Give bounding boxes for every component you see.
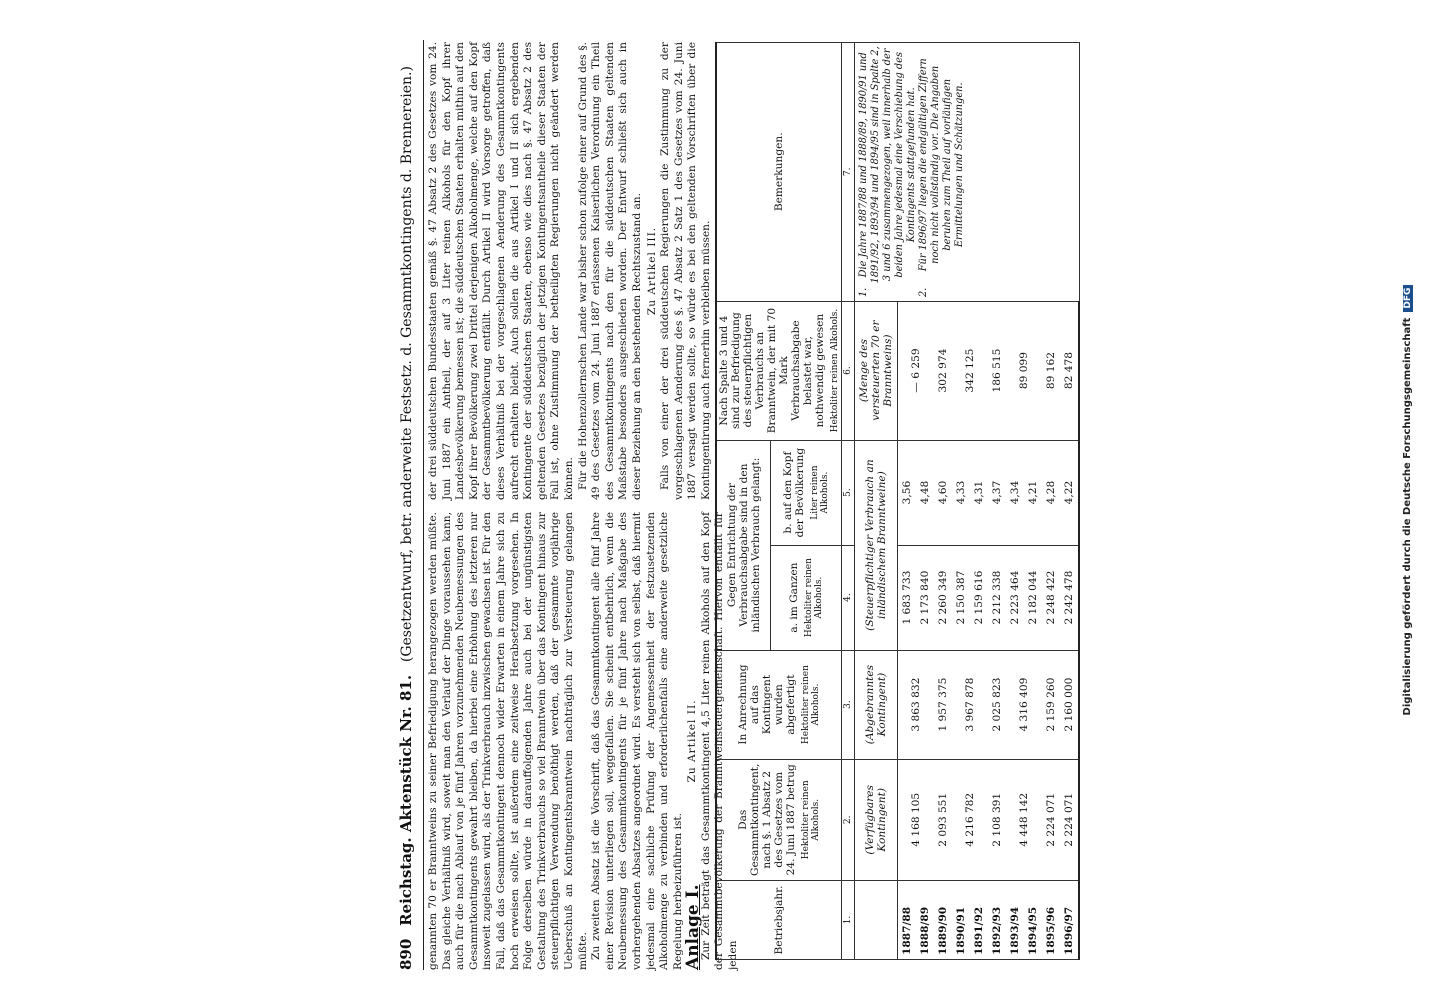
- cell-year: 1895/96: [1042, 881, 1060, 960]
- column-number: 7.: [842, 43, 855, 302]
- column-number: 3.: [842, 650, 855, 759]
- subheader-taxable-consumption: (Steuerpflichtiger Verbrauch an inländischem Branntweine): [855, 440, 898, 650]
- subheader-taxed-quantity: (Menge des versteuerten 70 er Branntweins): [855, 301, 898, 440]
- paragraph: Zu zweiten Absatz ist die Vorschrift, daß das Gesammtkontingent alle fünf Jahre einer Revision unterliegen soll, weggefallen. Sie scheint entbehrlich, wenn die Neubemessung des Gesammtkontingents für je fünf Jahre nach Maßgabe des vorhergehenden Absatzes angeordnet wird. Es versteht sich von selbst, daß hiermit jedesmal eine sachliche Prüfung der Angemessenheit der festzusetzenden Alkoholmenge zu verbinden und erforderlichenfalls eine anderweite gesetzliche Regelung herbeizuführen ist.: [590, 512, 684, 970]
- cell-consumption-total: 2 173 840: [916, 545, 934, 650]
- header-consumption-group: Gegen Entrichtung der Verbrauchsabgabe sind in den inländischen Verbrauch gelangt:: [716, 440, 771, 650]
- column-number: 6.: [842, 301, 855, 440]
- header-remarks: Bemerkungen.: [716, 43, 842, 302]
- cell-consumption-total: 2 159 616: [970, 545, 988, 650]
- cell-contingent: 4 168 105: [898, 759, 935, 880]
- cell-contingent: 2 224 071: [1060, 759, 1079, 880]
- cell-consumption-per-head: 4,31: [970, 440, 988, 545]
- remark-item: 2. Für 1896/97 liegen die endgültigen Ziffern noch nicht vollständig vor. Die Angaben beruhen zum Theil auf vorläufigen Ermittelungen und Schätzungen.: [918, 45, 966, 285]
- cell-required: 302 974: [934, 301, 952, 440]
- column-number: 2.: [842, 759, 855, 880]
- cell-consumption-per-head: 4,60: [934, 440, 952, 545]
- cell-dispatched: 4 316 409: [1006, 650, 1042, 759]
- cell-dispatched: 3 967 878: [952, 650, 988, 759]
- subheader-available: (Verfügbares Kontingent): [855, 759, 898, 880]
- header-rule: [423, 40, 424, 970]
- paragraph: Falls von einer der drei süddeutschen Regierungen die Zustimmung zu der vorgeschlagenen Aenderung des §. 47 Absatz 2 Satz 1 des Gesetzes vom 24. Juni 1887 versagt werden sollte, so würde es bei den geltenden Vorschriften über die Kontingentirung auch fernerhin verbleiben müssen.: [659, 42, 712, 500]
- cell-contingent: 2 093 551: [934, 759, 952, 880]
- cell-required: 342 125: [952, 301, 988, 440]
- paragraph: Zur Zeit beträgt das Gesammtkontingent 4,5 Liter reinen Alkohols auf den Kopf der Gesammtbevölkerung der Branntweinsteuergemeinschaft. Hiervon entfällt für jeden: [699, 512, 740, 970]
- cell-dispatched: 2 160 000: [1060, 650, 1079, 759]
- remark-item: 1. Die Jahre 1887/88 und 1888/89, 1890/91 und 1891/92, 1893/94 und 1894/95 sind in Spalte 2, 3 und 6 zusammengezogen, weil innerhalb der beiden Jahre jedesmal eine Verschiebung des Kontingents stattgefunden hat.: [858, 45, 918, 285]
- cell-contingent: 2 224 071: [1042, 759, 1060, 880]
- cell-consumption-total: 2 248 422: [1042, 545, 1060, 650]
- cell-consumption-per-head: 4,48: [916, 440, 934, 545]
- section-heading: Zu Artikel III.: [645, 226, 658, 316]
- cell-year: 1889/90: [934, 881, 952, 960]
- header-required: Nach Spalte 3 und 4 sind zur Befriedigung des steuerpflichtigen Verbrauchs an Branntwein, der mit 70 Mark Verbrauchsabgabe belastet war, nothwendig gewesen Hektoliter reinen Alkohols.: [716, 301, 842, 440]
- cell-year: 1893/94: [1006, 881, 1024, 960]
- cell-required: — 6 259: [898, 301, 935, 440]
- header-consumption-per-head: b. auf den Kopf der Bevölkerung Liter reinen Alkohols.: [771, 440, 842, 545]
- cell-consumption-per-head: 4,34: [1006, 440, 1024, 545]
- digitization-credit: [1402, 0, 1418, 1000]
- cell-consumption-per-head: 4,37: [988, 440, 1006, 545]
- column-number: 5.: [842, 440, 855, 545]
- cell-year: 1896/97: [1060, 881, 1079, 960]
- cell-required: 186 515: [988, 301, 1006, 440]
- credit-text: Digitalisierung gefördert durch die Deutsche Forschungsgemeinschaft: [1402, 317, 1413, 716]
- column-number: 4.: [842, 545, 855, 650]
- document-page: [397, 20, 1075, 980]
- paragraph: der drei süddeutschen Bundesstaaten gemäß §. 47 Absatz 2 des Gesetzes vom 24. Juni 1887 ein Antheil, der auf 3 Liter reinen Alkohols für den Kopf ihrer Landesbevölkerung bemessen ist; die süddeutschen Staaten erhalten mithin auf den Kopf ihrer Bevölkerung zwei Drittel derjenigen Alkoholmenge, welche auf den Kopf der Gesammtbevölkerung entfällt. Durch Artikel II wird Vorsorge getroffen, daß dieses Verhältniß bei der vorgeschlagenen Aenderung des Gesammtkontingents aufrecht erhalten bleibt. Auch sollen die aus Artikel I und II sich ergebenden Kontingente der süddeutschen Staaten, ebenso wie dies nach §. 47 Absatz 2 des geltenden Gesetzes bezüglich der jetzigen Kontingentsantheile dieser Staaten der Fall ist, ohne Zustimmung der betheiligten Regierungen nicht geändert werden können.: [427, 42, 575, 500]
- cell-contingent: 2 108 391: [988, 759, 1006, 880]
- cell-dispatched: 1 957 375: [934, 650, 952, 759]
- subheader-empty: [855, 881, 898, 960]
- cell-year: 1892/93: [988, 881, 1006, 960]
- page-header: [397, 30, 421, 970]
- cell-dispatched: 2 159 260: [1042, 650, 1060, 759]
- cell-consumption-total: 2 260 349: [934, 545, 952, 650]
- statistics-table-wrapper: [715, 42, 1075, 960]
- cell-consumption-total: 2 242 478: [1060, 545, 1079, 650]
- header-dispatched: In Anrechnung auf das Kontingent wurden abgefertigt Hektoliter reinen Alkohols.: [716, 650, 842, 759]
- statistics-table: [715, 42, 1080, 960]
- paragraph: genannten 70 er Branntweins zu seiner Befriedigung herangezogen werden müßte. Das gleiche Verhältniß wird, soweit man den Verlauf der Dinge voraussehen kann, auch für die nach Ablauf von je fünf Jahren vorzunehmenden Neubemessungen des Gesammtkontingents gewahrt bleiben, da hierbei eine Erhöhung des letzteren nur insoweit zugelassen wird, als der Trinkverbrauch inzwischen gewachsen ist. Für den Fall, daß das Gesammtkontingent dennoch wider Erwarten in einem Jahre sich zu hoch erweisen sollte, ist außerdem eine zeitweise Herabsetzung vorgesehen. In Folge derselben würde in darauffolgenden Jahre auch bei der ungünstigsten Gestaltung des Trinkverbrauchs so viel Branntwein über das Kontingent hinaus zur steuerpflichtigen Verwendung benöthigt werden, daß der gesammte vorjährige Ueberschuß an Kontingentsbranntwein nachträglich zur Versteuerung gelangen müßte.: [427, 512, 589, 970]
- page-number: 890: [397, 938, 415, 970]
- cell-consumption-total: 2 223 464: [1006, 545, 1024, 650]
- cell-year: 1890/91: [952, 881, 970, 960]
- subheader-burned: (Abgebranntes Kontingent): [855, 650, 898, 759]
- remarks-cell: [855, 43, 1080, 302]
- dfg-badge: DFG: [1403, 285, 1413, 312]
- text-column-right: [427, 42, 712, 500]
- cell-year: 1891/92: [970, 881, 988, 960]
- cell-contingent: 4 216 782: [952, 759, 988, 880]
- cell-consumption-total: 2 182 044: [1024, 545, 1042, 650]
- cell-year: 1888/89: [916, 881, 934, 960]
- cell-consumption-per-head: 4,28: [1042, 440, 1060, 545]
- cell-dispatched: 2 025 823: [988, 650, 1006, 759]
- cell-consumption-per-head: 4,21: [1024, 440, 1042, 545]
- section-heading: Zu Artikel II.: [686, 699, 699, 783]
- remarks-list: [858, 45, 966, 299]
- cell-consumption-per-head: 4,22: [1060, 440, 1079, 545]
- cell-consumption-total: 2 150 387: [952, 545, 970, 650]
- cell-consumption-total: 2 212 338: [988, 545, 1006, 650]
- cell-required: 89 099: [1006, 301, 1042, 440]
- cell-dispatched: 3 863 832: [898, 650, 935, 759]
- cell-year: 1894/95: [1024, 881, 1042, 960]
- cell-consumption-per-head: 4,33: [952, 440, 970, 545]
- cell-required: 82 478: [1060, 301, 1079, 440]
- cell-contingent: 4 448 142: [1006, 759, 1042, 880]
- cell-year: 1887/88: [898, 881, 917, 960]
- cell-consumption-total: 1 683 733: [898, 545, 917, 650]
- paragraph: Für die Hohenzollernschen Lande war bisher schon zufolge einer auf Grund des §. 49 des Gesetzes vom 24. Juni 1887 erlassenen Kaiserlichen Verordnung ein Theil des Gesammtkontingents nach den für die süddeutschen Staaten geltenden Maßstabe besonders ausgeschieden worden. Der Entwurf schließt sich auch in dieser Beziehung an den bestehenden Rechtszustand an.: [576, 42, 643, 500]
- header-total-contingent: Das Gesammtkontingent, nach §. 1 Absatz 2 des Gesetzes vom 24. Juni 1887 betrug Hektoliter reinen Alkohols.: [716, 759, 842, 880]
- cell-consumption-per-head: 3,56: [898, 440, 917, 545]
- column-number: 1.: [842, 881, 855, 960]
- document-subtitle: (Gesetzentwurf, betr. anderweite Festsetz. d. Gesammtkontingents d. Brennereien.): [399, 66, 415, 663]
- header-year: Betriebsjahr.: [716, 881, 842, 960]
- document-title: Reichstag. Aktenstück Nr. 81.: [397, 674, 415, 926]
- cell-required: 89 162: [1042, 301, 1060, 440]
- header-consumption-total: a. im Ganzen Hektoliter reinen Alkohols.: [771, 545, 842, 650]
- appendix-title: Anlage I.: [683, 884, 703, 970]
